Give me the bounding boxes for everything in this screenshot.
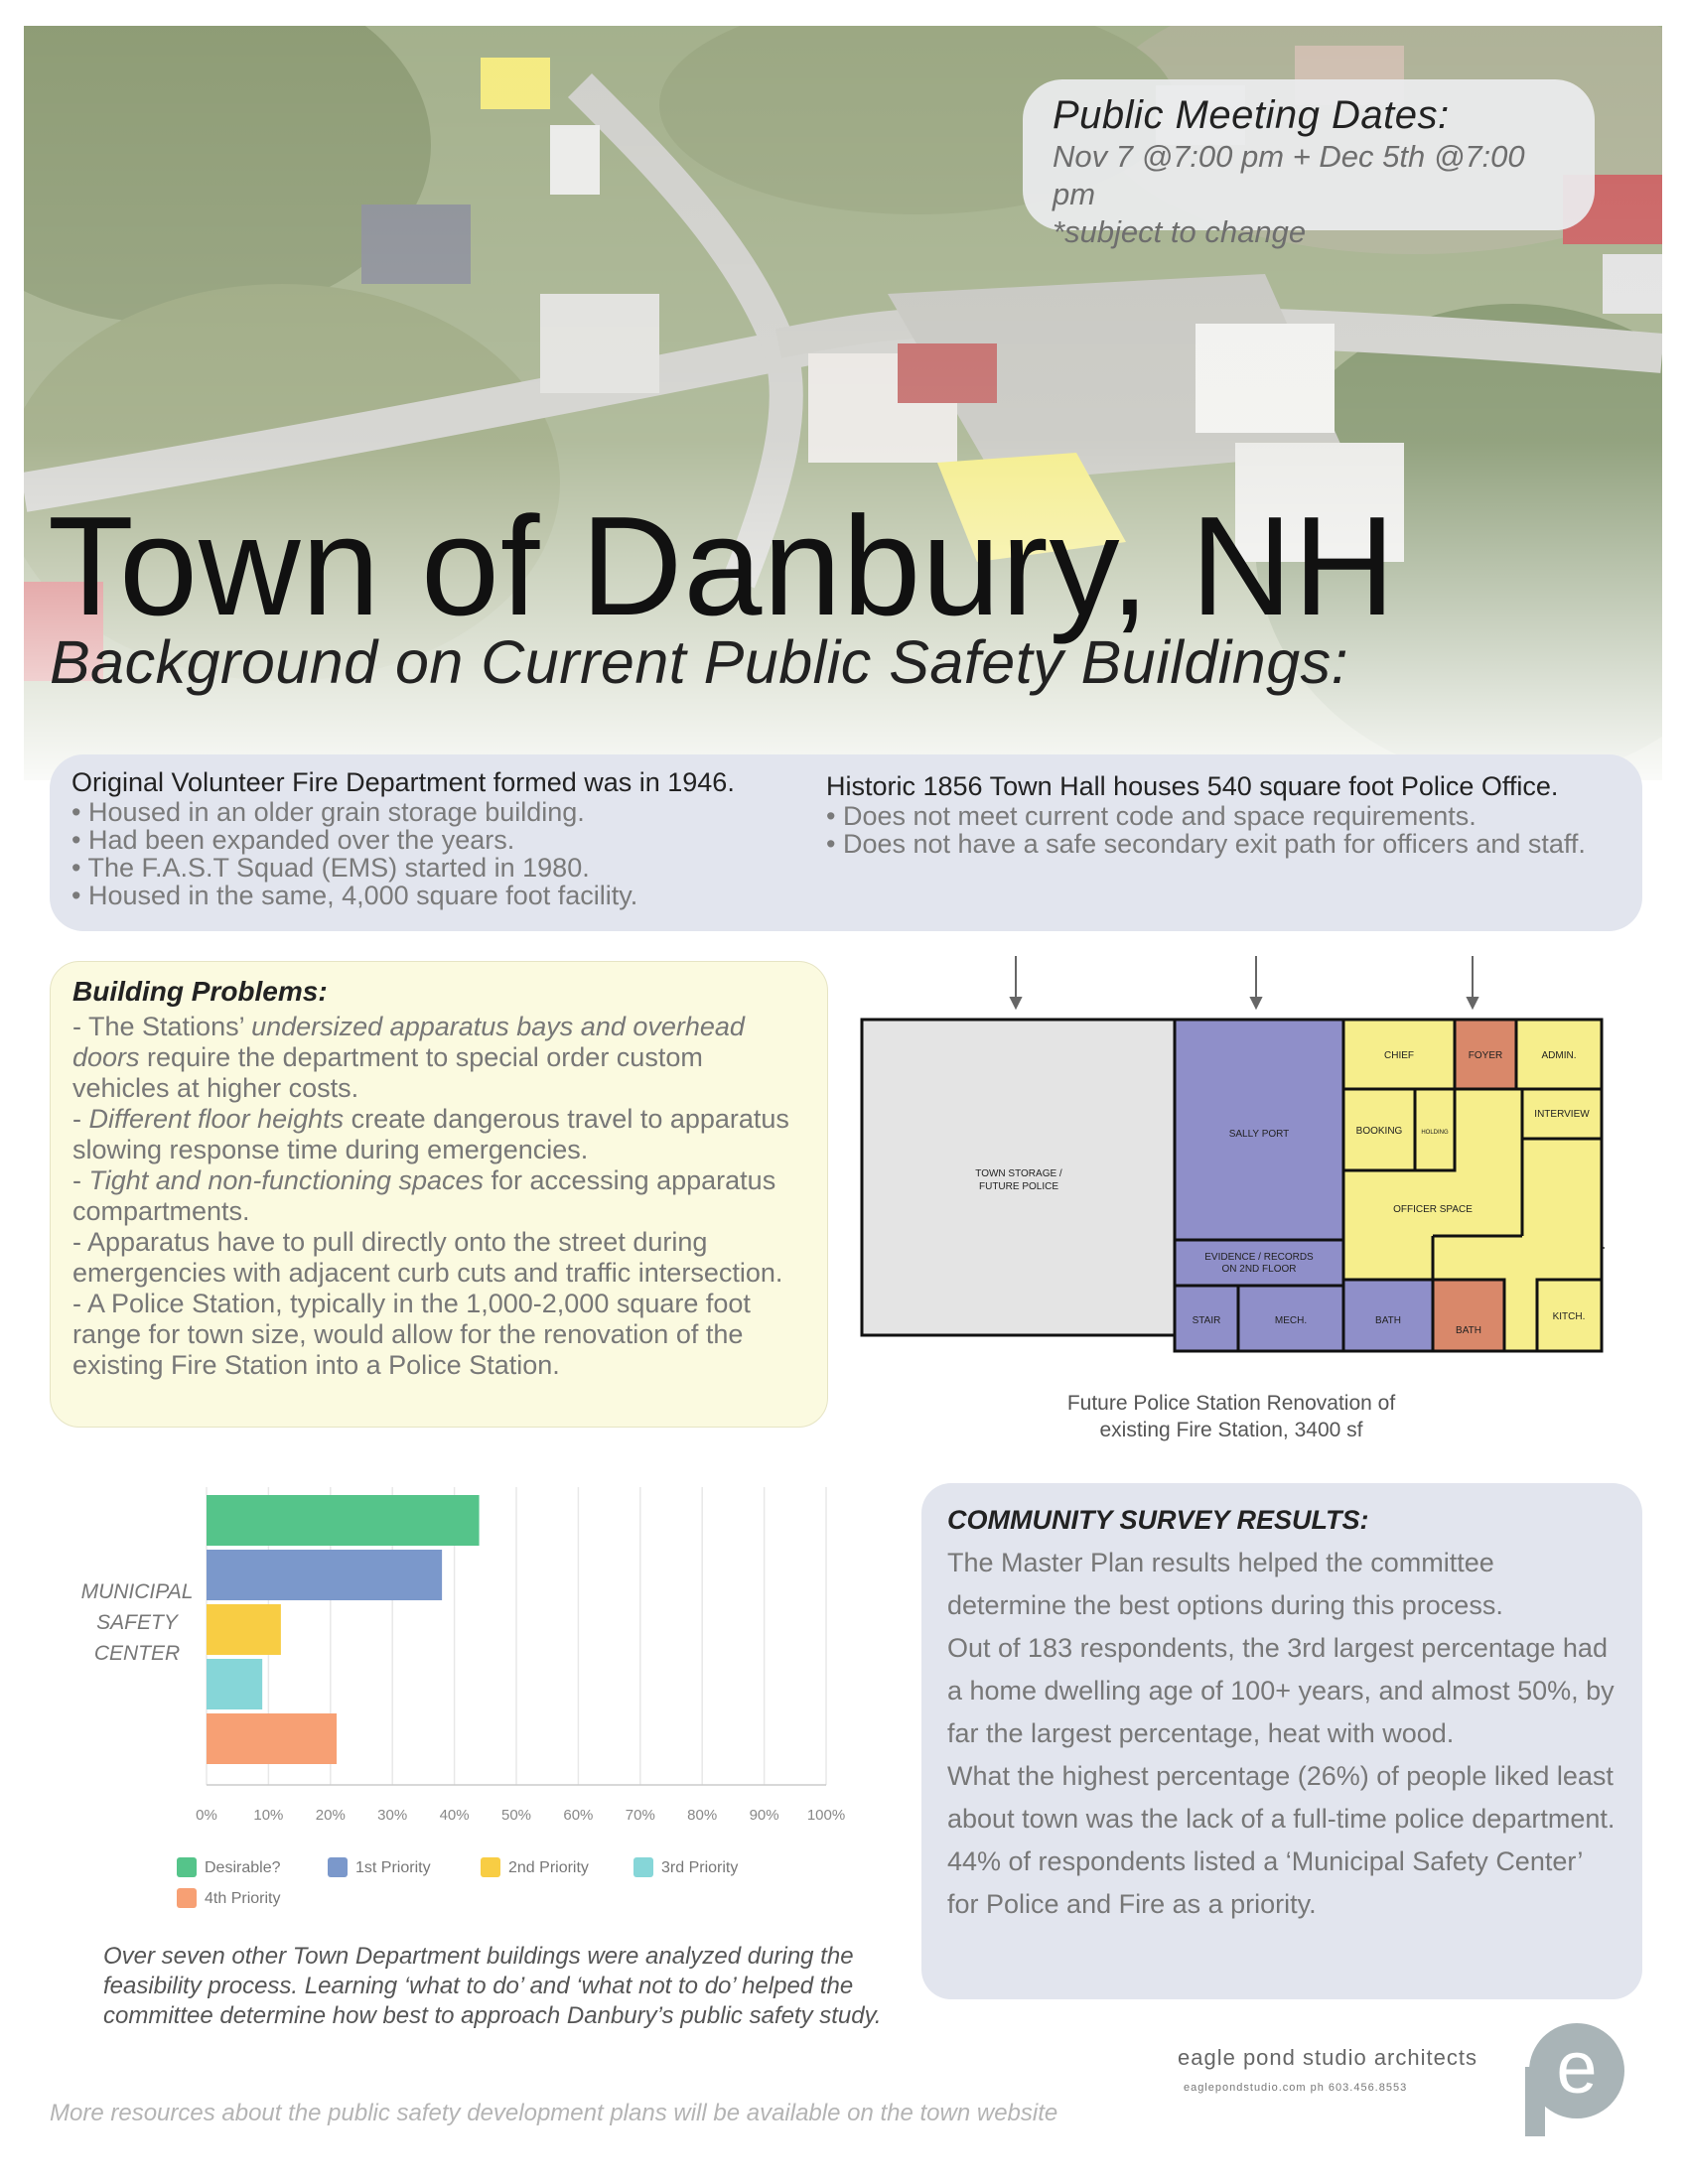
chart-x-ticks: [196, 1807, 845, 1824]
problem-emphasis: Different floor heights: [88, 1104, 345, 1134]
bar: [207, 1604, 281, 1655]
police-heading: Historic 1856 Town Hall houses 540 square foot Police Office.: [826, 771, 1559, 801]
survey-results-box: [921, 1483, 1642, 1999]
room-label: SALLY PORT: [1228, 1129, 1290, 1140]
footer-note: More resources about the public safety development plans will be available on the town website: [50, 2100, 1058, 2126]
room-label: FOYER: [1468, 1050, 1503, 1061]
survey-paragraph: What the highest percentage (26%) of people liked least about town was the lack of a full-time police department.: [947, 1761, 1616, 1834]
room-label: MECH.: [1274, 1315, 1308, 1326]
room-label: HOLDING: [1421, 1130, 1449, 1136]
room-label: KITCH.: [1552, 1311, 1586, 1322]
legend-label: 1st Priority: [355, 1859, 431, 1876]
fire-item: • Housed in an older grain storage building.: [71, 797, 585, 827]
x-tick-label: 70%: [625, 1807, 655, 1824]
problem-emphasis: undersized apparatus bays and overhead doors: [72, 1012, 745, 1072]
fire-department-info: [71, 766, 735, 909]
meeting-note: *subject to change: [1053, 214, 1307, 249]
legend-label: 4th Priority: [205, 1890, 281, 1907]
legend-label: 2nd Priority: [508, 1859, 589, 1876]
x-tick-label: 100%: [806, 1807, 846, 1824]
police-item: • Does not have a safe secondary exit path for officers and staff.: [826, 829, 1586, 859]
room-label: ADMIN.: [1541, 1050, 1577, 1061]
fire-item: • Housed in the same, 4,000 square foot facility.: [71, 881, 638, 910]
survey-paragraph: The Master Plan results helped the committee determine the best options during this process.: [947, 1548, 1503, 1620]
survey-paragraph: Out of 183 respondents, the 3rd largest percentage had a home dwelling age of 100+ years, and almost 50%, by far the largest percentage, heat with wood.: [947, 1633, 1615, 1748]
room-label: FUTURE POLICE: [978, 1181, 1059, 1192]
x-tick-label: 10%: [253, 1807, 284, 1824]
problem-text: for accessing apparatus compartments.: [72, 1165, 776, 1226]
chart-category-label: [81, 1580, 194, 1665]
problem-text: -: [72, 1165, 89, 1195]
page-title: Town of Danbury, NH: [48, 487, 1397, 645]
fire-heading: Original Volunteer Fire Department formed was in 1946.: [71, 767, 735, 797]
legend-label: 3rd Priority: [661, 1859, 739, 1876]
legend-swatch: [328, 1857, 348, 1877]
fire-item: • The F.A.S.T Squad (EMS) started in 1980.: [71, 853, 590, 883]
problem-item: - Apparatus have to pull directly onto the street during emergencies with adjacent curb cuts and traffic intersection.: [72, 1227, 783, 1288]
room-evidence: [1175, 1240, 1343, 1286]
room-bath-2: [1433, 1280, 1504, 1351]
room-label: ON 2ND FLOOR: [1221, 1264, 1297, 1275]
firm-name: eagle pond studio architects: [1178, 2045, 1477, 2070]
problem-text: -: [72, 1104, 89, 1134]
room-label: TOWN STORAGE /: [975, 1168, 1062, 1179]
room-label: CHIEF: [1384, 1050, 1414, 1061]
category-label: MUNICIPAL: [80, 1580, 194, 1603]
room-label: STAIR: [1192, 1315, 1221, 1326]
category-label: SAFETY: [96, 1611, 178, 1634]
police-office-info: [826, 770, 1586, 858]
problem-emphasis: Tight and non-functioning spaces: [88, 1165, 485, 1195]
survey-bar-chart: [60, 1479, 854, 1936]
floor-plan: [852, 948, 1607, 1375]
survey-paragraph: 44% of respondents listed a ‘Municipal Safety Center’ for Police and Fire as a priority.: [947, 1846, 1583, 1919]
x-tick-label: 60%: [563, 1807, 594, 1824]
firm-logo: [1515, 2017, 1626, 2136]
page-subtitle: Background on Current Public Safety Buildings:: [50, 628, 1349, 696]
survey-title: COMMUNITY SURVEY RESULTS:: [947, 1505, 1369, 1535]
problem-text: create dangerous travel to apparatus slowing response time during emergencies.: [72, 1104, 789, 1164]
police-item: • Does not meet current code and space requirements.: [826, 801, 1477, 831]
logo-letter: e: [1556, 2026, 1598, 2109]
problem-text: - The Stations’: [72, 1012, 252, 1041]
legend-swatch: [177, 1888, 197, 1908]
x-tick-label: 80%: [687, 1807, 718, 1824]
floor-plan-caption: [1033, 1390, 1430, 1443]
meeting-dates-box: [1023, 79, 1595, 249]
room-label: EVIDENCE / RECORDS: [1204, 1252, 1314, 1263]
fire-item: • Had been expanded over the years.: [71, 825, 515, 855]
room-label: BATH: [1375, 1315, 1401, 1326]
chart-legend: [177, 1857, 738, 1908]
legend-swatch: [481, 1857, 500, 1877]
problem-item: [72, 1165, 805, 1227]
legend-swatch: [177, 1857, 197, 1877]
problem-item: [72, 1104, 805, 1165]
room-label: BOOKING: [1355, 1126, 1403, 1137]
chart-bars: [207, 1495, 480, 1764]
x-tick-label: 30%: [377, 1807, 408, 1824]
category-label: CENTER: [93, 1642, 181, 1665]
floor-plan-rooms: [862, 1020, 1602, 1351]
caption-line: existing Fire Station, 3400 sf: [1099, 1419, 1363, 1441]
x-tick-label: 20%: [315, 1807, 346, 1824]
meeting-dates: Nov 7 @7:00 pm + Dec 5th @7:00 pm: [1053, 139, 1525, 211]
legend-label: Desirable?: [205, 1859, 281, 1876]
bar: [207, 1495, 480, 1546]
room-label: INTERVIEW: [1534, 1109, 1590, 1120]
room-label: OFFICER SPACE: [1393, 1204, 1473, 1215]
problem-item: - A Police Station, typically in the 1,000-2,000 square foot range for town size, would allow for the renovation of the existing Fire Station into a Police Station.: [72, 1289, 751, 1380]
problem-item: [72, 1012, 805, 1104]
legend-swatch: [633, 1857, 653, 1877]
meeting-title: Public Meeting Dates:: [1053, 93, 1450, 137]
bar: [207, 1659, 262, 1709]
x-tick-label: 0%: [196, 1807, 217, 1824]
problem-text: require the department to special order custom vehicles at higher costs.: [72, 1042, 703, 1103]
room-label: BATH: [1456, 1325, 1481, 1336]
x-tick-label: 90%: [749, 1807, 779, 1824]
x-tick-label: 40%: [439, 1807, 470, 1824]
caption-line: Future Police Station Renovation of: [1066, 1392, 1396, 1415]
bar: [207, 1713, 337, 1764]
bar: [207, 1550, 442, 1600]
background-info-box: [50, 754, 1642, 931]
x-tick-label: 50%: [500, 1807, 532, 1824]
firm-contact: eaglepondstudio.com ph 603.456.8553: [1184, 2082, 1408, 2094]
chart-note: Over seven other Town Department buildings were analyzed during the feasibility process. Learning ‘what to do’ and ‘what not to do’ helped the committee determine how best to approach Danbury’s public safety study.: [103, 1943, 882, 2029]
problems-title: Building Problems:: [72, 976, 328, 1007]
building-problems-box: [50, 961, 828, 1428]
